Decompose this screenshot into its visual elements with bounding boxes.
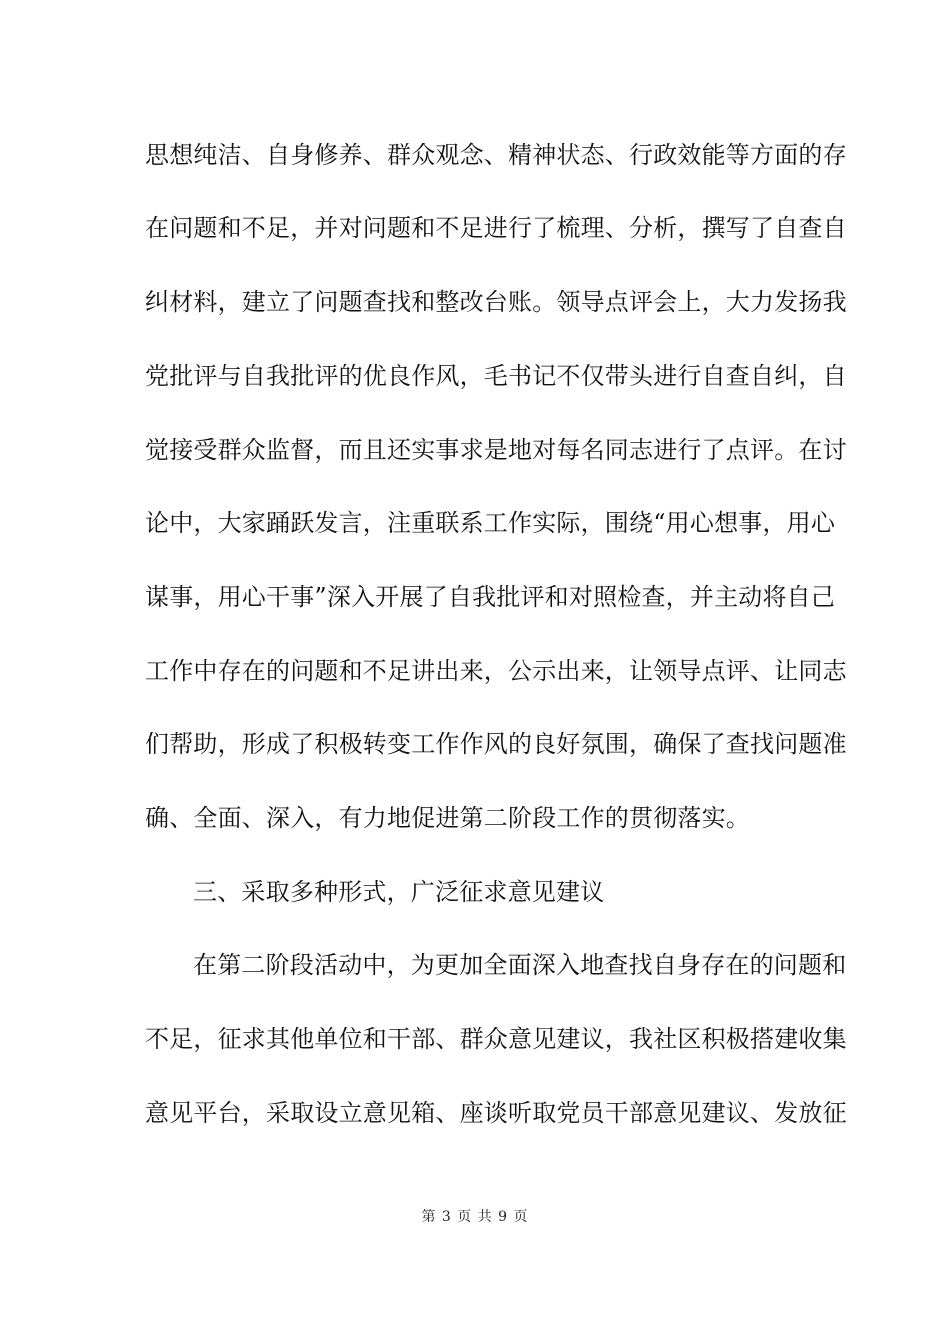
text-line: 谋事，用心干事”深入开展了自我批评和对照检查，并主动将自己: [145, 583, 836, 611]
text-line: 们帮助，形成了积极转变工作作风的良好氛围，确保了查找问题准: [145, 730, 847, 758]
text-line: 觉接受群众监督，而且还实事求是地对每名同志进行了点评。在讨: [145, 436, 847, 464]
text-line: 不足，征求其他单位和干部、群众意见建议，我社区积极搭建收集: [145, 1025, 847, 1053]
text-line: 在问题和不足，并对问题和不足进行了梳理、分析，撰写了自查自: [145, 214, 847, 242]
section-heading: 三、采取多种形式，广泛征求意见建议: [193, 878, 605, 906]
text-line: 党批评与自我批评的优良作风，毛书记不仅带头进行自查自纠，自: [145, 362, 847, 390]
text-line: 意见平台，采取设立意见箱、座谈听取党员干部意见建议、发放征: [145, 1099, 847, 1127]
page-number-footer: 第 3 页 共 9 页: [421, 1209, 529, 1225]
text-line: 纠材料，建立了问题查找和整改台账。领导点评会上，大力发扬我: [145, 288, 847, 316]
text-line: 思想纯洁、自身修养、群众观念、精神状态、行政效能等方面的存: [145, 141, 847, 169]
text-line: 在第二阶段活动中，为更加全面深入地查找自身存在的问题和: [193, 951, 847, 979]
text-line: 确、全面、深入，有力地促进第二阶段工作的贯彻落实。: [145, 804, 750, 832]
text-line: 工作中存在的问题和不足讲出来，公示出来，让领导点评、让同志: [145, 657, 847, 685]
text-line: 论中，大家踊跃发言，注重联系工作实际，围绕“用心想事，用心: [145, 509, 836, 537]
